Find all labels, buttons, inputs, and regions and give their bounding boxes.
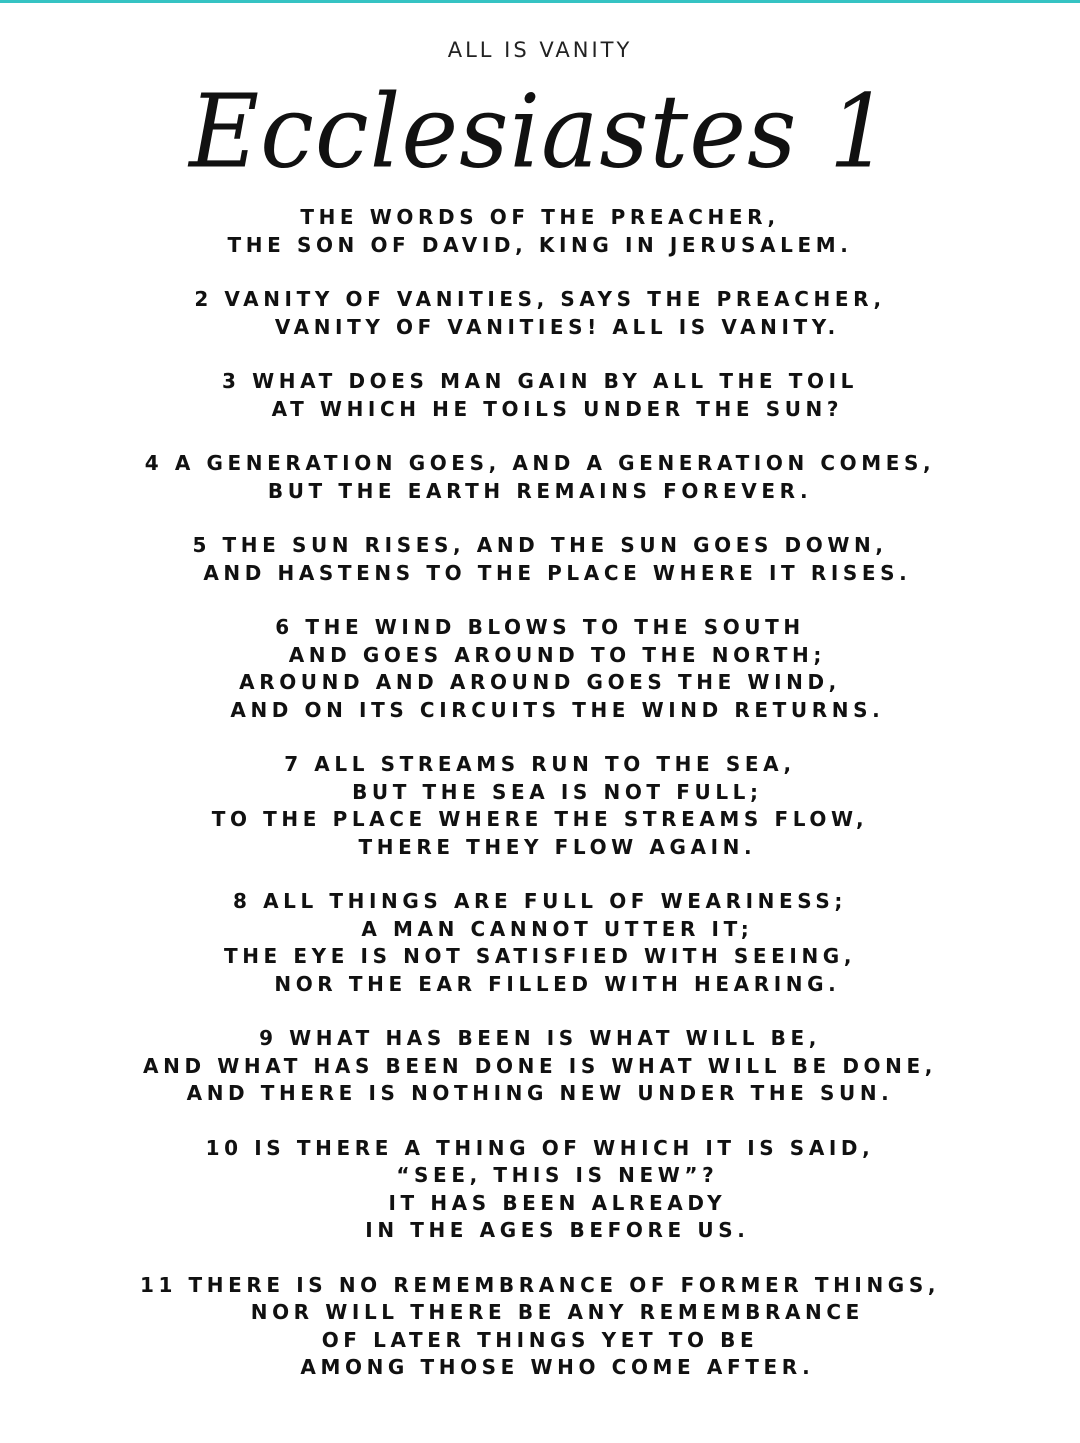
verse-2 (0, 286, 1080, 341)
verse-line: BUT THE EARTH REMAINS FOREVER. (267, 478, 813, 503)
verse-line: 8 ALL THINGS ARE FULL OF WEARINESS; (233, 889, 847, 913)
page-title: Ecclesiastes 1 (189, 73, 891, 191)
page-subtitle: ALL IS VANITY (447, 38, 633, 62)
verse-9 (0, 1025, 1080, 1108)
verse-line: THE EYE IS NOT SATISFIED WITH SEEING, (223, 944, 857, 968)
verse-line: THE WORDS OF THE PREACHER, (300, 205, 780, 229)
verse-line: TO THE PLACE WHERE THE STREAMS FLOW, (211, 807, 869, 831)
verse-line: AND THERE IS NOTHING NEW UNDER THE SUN. (186, 1081, 894, 1105)
verse-line: BUT THE SEA IS NOT FULL; (317, 779, 763, 804)
verse-line: NOR WILL THERE BE ANY REMEMBRANCE (216, 1300, 864, 1324)
verse-line: THE SON OF DAVID, KING IN JERUSALEM. (227, 232, 853, 257)
verse-line: VANITY OF VANITIES! ALL IS VANITY. (240, 314, 840, 339)
verse-list (0, 204, 1080, 1409)
verse-5 (0, 532, 1080, 587)
verse-10 (0, 1135, 1080, 1245)
verse-7 (0, 751, 1080, 861)
verse-6 (0, 614, 1080, 724)
verse-line: AROUND AND AROUND GOES THE WIND, (239, 670, 841, 694)
verse-line: AND ON ITS CIRCUITS THE WIND RETURNS. (195, 697, 885, 722)
verse-line: AND GOES AROUND TO THE NORTH; (254, 642, 826, 667)
verse-line: 2 VANITY OF VANITIES, SAYS THE PREACHER, (194, 287, 886, 311)
verse-4 (0, 450, 1080, 505)
verse-line: 10 IS THERE A THING OF WHICH IT IS SAID, (205, 1135, 875, 1160)
verse-3 (0, 368, 1080, 423)
verse-line: THERE THEY FLOW AGAIN. (323, 834, 757, 859)
verse-8 (0, 888, 1080, 998)
verse-line: IT HAS BEEN ALREADY (353, 1190, 727, 1215)
verse-line: IN THE AGES BEFORE US. (330, 1218, 750, 1242)
verse-line: OF LATER THINGS YET TO BE (321, 1327, 759, 1352)
verse-line: 9 WHAT HAS BEEN IS WHAT WILL BE, (259, 1026, 821, 1050)
verse-line: 6 THE WIND BLOWS TO THE SOUTH (275, 615, 805, 639)
verse-line: AND WHAT HAS BEEN DONE IS WHAT WILL BE DONE, (143, 1053, 937, 1078)
verse-line: AMONG THOSE WHO COME AFTER. (265, 1355, 815, 1379)
verse-11 (0, 1272, 1080, 1382)
verse-line: “SEE, THIS IS NEW”? (361, 1163, 719, 1187)
verse-line: 4 A GENERATION GOES, AND A GENERATION COMES, (144, 451, 936, 475)
verse-line: NOR THE EAR FILLED WITH HEARING. (239, 971, 841, 996)
verse-line: AT WHICH HE TOILS UNDER THE SUN? (236, 396, 844, 421)
top-accent-rule (0, 0, 1080, 3)
verse-line: AND HASTENS TO THE PLACE WHERE IT RISES. (168, 560, 912, 585)
verse-1 (0, 204, 1080, 259)
verse-line: 5 THE SUN RISES, AND THE SUN GOES DOWN, (192, 533, 888, 557)
verse-line: 3 WHAT DOES MAN GAIN BY ALL THE TOIL (222, 369, 858, 393)
verse-line: A MAN CANNOT UTTER IT; (326, 916, 754, 941)
verse-line: 11 THERE IS NO REMEMBRANCE OF FORMER THINGS, (139, 1272, 941, 1297)
verse-line: 7 ALL STREAMS RUN TO THE SEA, (284, 752, 796, 776)
